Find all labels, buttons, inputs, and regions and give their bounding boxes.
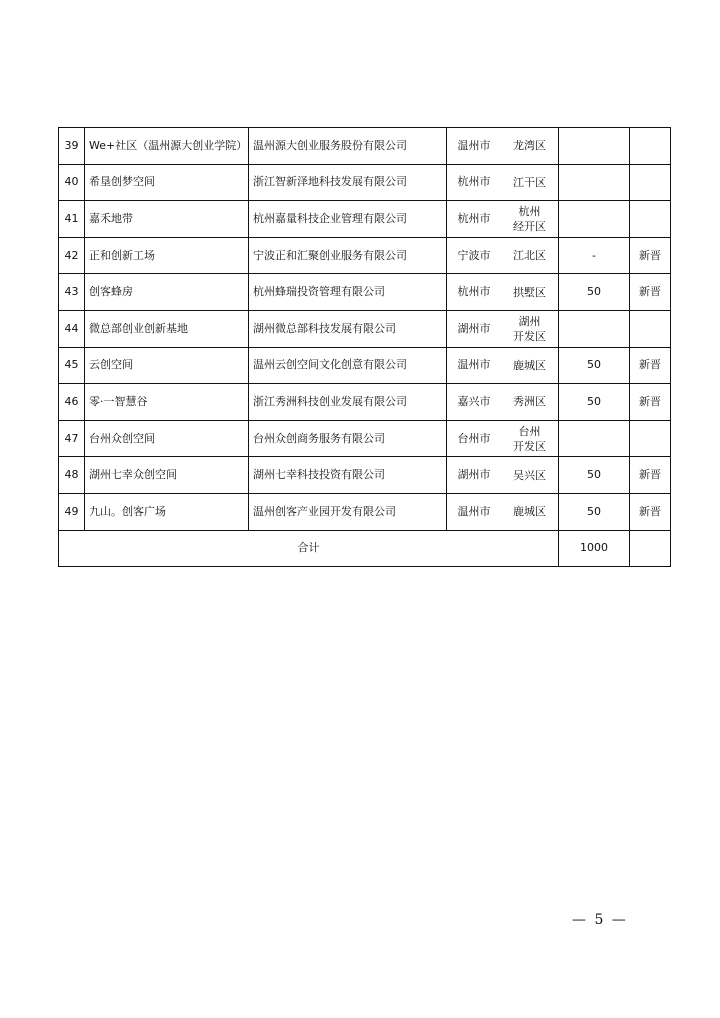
note: 新晋 xyxy=(630,274,671,311)
note xyxy=(630,310,671,347)
district: 湖州 开发区 xyxy=(513,314,546,343)
city: 湖州市 xyxy=(457,321,491,335)
subsidy-amount: - xyxy=(559,237,630,274)
note xyxy=(630,164,671,201)
operator-org: 浙江秀洲科技创业发展有限公司 xyxy=(249,384,447,421)
district: 龙湾区 xyxy=(513,139,546,153)
region-cell xyxy=(447,420,559,457)
district: 江北区 xyxy=(513,249,546,263)
subsidy-amount: 50 xyxy=(559,384,630,421)
row-number: 49 xyxy=(59,493,85,530)
row-number: 39 xyxy=(59,128,85,165)
table-row xyxy=(59,164,671,201)
total-row xyxy=(59,530,671,567)
city: 温州市 xyxy=(457,504,491,518)
subsidy-amount xyxy=(559,128,630,165)
subsidy-amount xyxy=(559,201,630,238)
district: 台州 开发区 xyxy=(513,424,546,453)
table-row xyxy=(59,237,671,274)
note xyxy=(630,128,671,165)
space-name: 希垦创梦空间 xyxy=(85,164,249,201)
table-body xyxy=(59,128,671,567)
table-row xyxy=(59,310,671,347)
page-number: — 5 — xyxy=(572,912,628,928)
city: 嘉兴市 xyxy=(457,394,491,408)
operator-org: 浙江智新泽地科技发展有限公司 xyxy=(249,164,447,201)
district: 杭州 经开区 xyxy=(513,204,546,233)
space-name: We+社区（温州源大创业学院） xyxy=(85,128,249,165)
table-row xyxy=(59,457,671,494)
subsidy-amount xyxy=(559,310,630,347)
row-number: 44 xyxy=(59,310,85,347)
operator-org: 温州创客产业园开发有限公司 xyxy=(249,493,447,530)
space-name: 云创空间 xyxy=(85,347,249,384)
city: 湖州市 xyxy=(457,468,491,482)
subsidy-amount: 50 xyxy=(559,493,630,530)
total-note xyxy=(630,530,671,567)
region-cell xyxy=(447,384,559,421)
row-number: 45 xyxy=(59,347,85,384)
operator-org: 温州源大创业服务股份有限公司 xyxy=(249,128,447,165)
note: 新晋 xyxy=(630,237,671,274)
operator-org: 宁波正和汇聚创业服务有限公司 xyxy=(249,237,447,274)
district: 拱墅区 xyxy=(513,285,546,299)
document-table xyxy=(58,127,671,567)
table-row xyxy=(59,384,671,421)
city: 温州市 xyxy=(457,138,491,152)
row-number: 41 xyxy=(59,201,85,238)
subsidy-amount: 50 xyxy=(559,347,630,384)
operator-org: 温州云创空间文化创意有限公司 xyxy=(249,347,447,384)
city: 台州市 xyxy=(457,431,491,445)
operator-org: 杭州蜂瑞投资管理有限公司 xyxy=(249,274,447,311)
space-name: 台州众创空间 xyxy=(85,420,249,457)
space-name: 嘉禾地带 xyxy=(85,201,249,238)
note xyxy=(630,201,671,238)
region-cell xyxy=(447,128,559,165)
city: 杭州市 xyxy=(457,175,491,189)
table-row xyxy=(59,201,671,238)
space-name: 创客蜂房 xyxy=(85,274,249,311)
space-name: 正和创新工场 xyxy=(85,237,249,274)
table-row xyxy=(59,420,671,457)
subsidy-amount: 50 xyxy=(559,274,630,311)
operator-org: 台州众创商务服务有限公司 xyxy=(249,420,447,457)
note: 新晋 xyxy=(630,493,671,530)
note: 新晋 xyxy=(630,457,671,494)
total-amount: 1000 xyxy=(559,530,630,567)
district: 鹿城区 xyxy=(513,505,546,519)
region-cell xyxy=(447,164,559,201)
region-cell xyxy=(447,310,559,347)
space-name: 微总部创业创新基地 xyxy=(85,310,249,347)
table-row xyxy=(59,493,671,530)
note: 新晋 xyxy=(630,347,671,384)
space-name: 零·一智慧谷 xyxy=(85,384,249,421)
space-name: 九山。创客广场 xyxy=(85,493,249,530)
table-row xyxy=(59,274,671,311)
operator-org: 杭州嘉量科技企业管理有限公司 xyxy=(249,201,447,238)
row-number: 47 xyxy=(59,420,85,457)
city: 杭州市 xyxy=(457,285,491,299)
row-number: 42 xyxy=(59,237,85,274)
region-cell xyxy=(447,201,559,238)
table-row xyxy=(59,128,671,165)
table-row xyxy=(59,347,671,384)
district: 吴兴区 xyxy=(513,468,546,482)
subsidy-amount xyxy=(559,164,630,201)
operator-org: 湖州微总部科技发展有限公司 xyxy=(249,310,447,347)
region-cell xyxy=(447,457,559,494)
city: 杭州市 xyxy=(457,211,491,225)
region-cell xyxy=(447,274,559,311)
row-number: 48 xyxy=(59,457,85,494)
district: 江干区 xyxy=(513,175,546,189)
subsidy-amount: 50 xyxy=(559,457,630,494)
row-number: 46 xyxy=(59,384,85,421)
operator-org: 湖州七幸科技投资有限公司 xyxy=(249,457,447,494)
note xyxy=(630,420,671,457)
row-number: 40 xyxy=(59,164,85,201)
region-cell xyxy=(447,347,559,384)
row-number: 43 xyxy=(59,274,85,311)
region-cell xyxy=(447,237,559,274)
note: 新晋 xyxy=(630,384,671,421)
city: 宁波市 xyxy=(457,248,491,262)
district: 鹿城区 xyxy=(513,358,546,372)
total-label: 合计 xyxy=(59,530,559,567)
region-cell xyxy=(447,493,559,530)
city: 温州市 xyxy=(457,358,491,372)
space-name: 湖州七幸众创空间 xyxy=(85,457,249,494)
subsidy-amount xyxy=(559,420,630,457)
district: 秀洲区 xyxy=(513,395,546,409)
